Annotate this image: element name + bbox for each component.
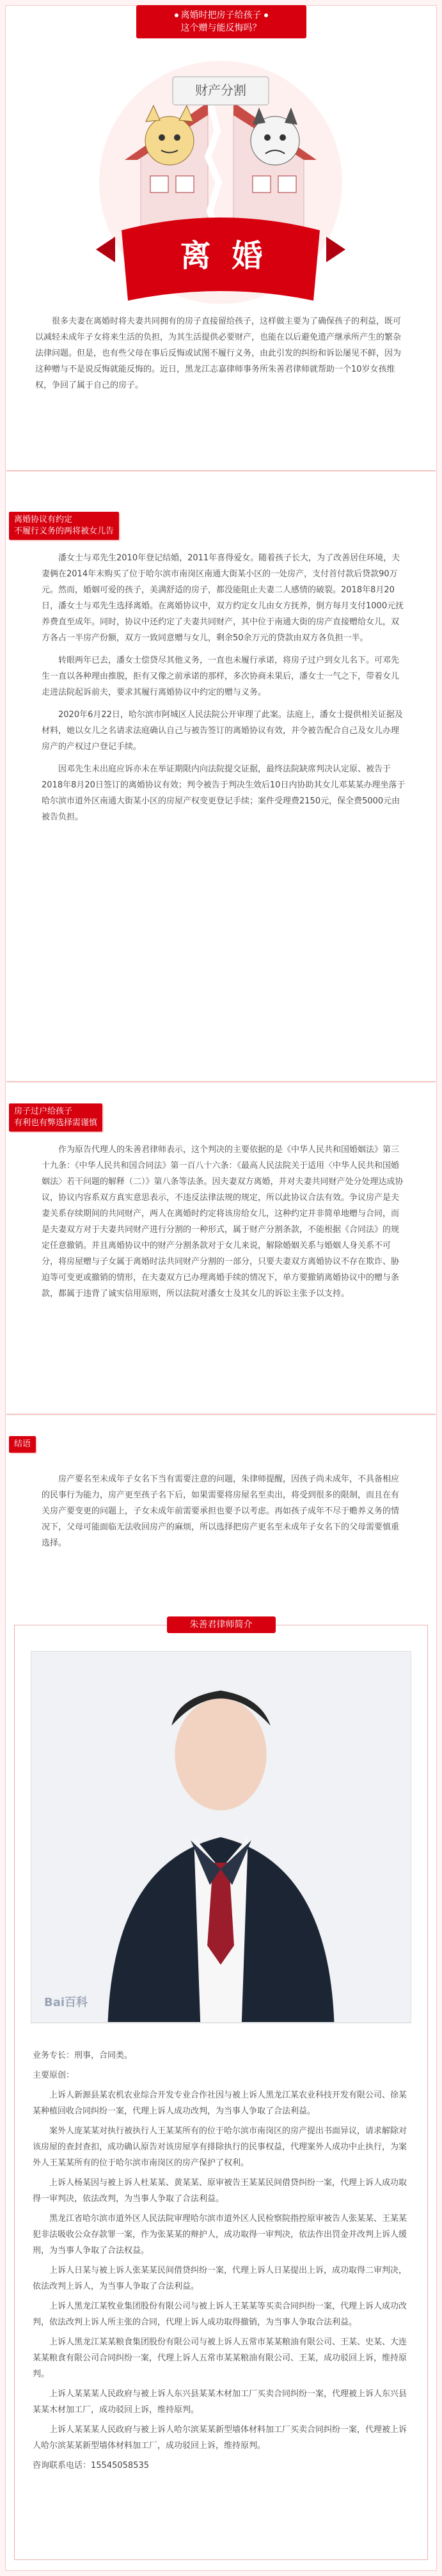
photo-watermark: Bai百科 [44,1996,88,2009]
bullet-dot-icon [175,13,178,17]
lawyer-case-item: 上诉人某某某人民政府与被上诉人哈尔滨某某新型墙体材料加工厂买卖合同纠纷一案，代理被上诉人哈尔滨某某新型墙体材料加工厂，成功驳回上诉，维持原判。 [33,2425,407,2451]
section-1-paragraph: 转眼两年已去，潘女士偿贷尽其他义务，一直也未履行承诺，将房子过户到女儿名下。可邓先生一直以各种理由推脱，拒有又像之前承诺的那样，多次协商未果后，潘女士一气之下，带着女儿走进法院起诉前夫，要求其履行离婚协议中约定的赠与义务。 [42,656,400,697]
article-title-badge [136,5,306,38]
section-3-paragraph: 房产要名至未成年子女名下当有需要注意的问题，朱律师提醒，因孩子尚未成年，不具备相应的民事行为能力，房产更至孩子名下后，如果需要将房屋名至卖出，将受到很多的限制，而且在有关房产要变更的问题上，子女未成年前需要承担也要予以考虑。再如孩子成年不尽于赡养义务的情况下，父母可能面临无法收回房产的麻烦，所以选择把房产更名至未成年子女名下的父母需要慎重选择。 [42,1474,400,1548]
section-1-title-line-1: 离婚协议有约定 [14,515,73,525]
section-3-title: 结语 [14,1439,31,1449]
lawyer-specialty: 业务专长：刑事，合同类。 [33,2051,133,2060]
bullet-dot-icon [264,13,268,17]
section-1-paragraph: 因邓先生未出庭应诉亦未在举证期限内向法院提交证据，最终法院缺席判决认定原、被告于2018年8月20日签订的离婚协议有效；判令被告于判决生效后10日内协助其女儿邓某某办理坐落于哈尔滨市道外区南通大街某小区的房屋产权变更登记手续；案件受理费2150元，保全费5000元由被告负担。 [42,764,406,822]
section-1-body [42,550,407,832]
section-1-paragraph: 潘女士与邓先生2010年登记结婚，2011年喜得爱女。随着孩子长大，为了改善居住环境，夫妻俩在2014年末购买了位于哈尔滨市南岗区南通大街某小区的一处房产，支付首付款后贷款90万元。然而，婚姻可爱的孩子，美满舒适的房子，都没能阻止夫妻二人感情的破裂。2018年8月20日，潘女士与邓先生选择离婚。在离婚协议中，双方约定女儿由女方抚养，倒方每月支付1000元抚养费直至成年。同时，协议中还约定了夫妻共同财产，其中位于南通大街的房产直接赠给女儿，双方各占一半房产份额，双方一致同意赠与女儿，剩余50余万元的贷款由双方各负担一半。 [42,553,404,643]
section-2-body [42,1142,407,1308]
section-3-tag [9,1436,36,1453]
section-2-title-line-1: 房子过户给孩子 [14,1107,73,1116]
section-2-title-line-2: 有利也有弊选择需谨慎 [14,1118,98,1128]
section-1-paragraph: 2020年6月22日，哈尔滨市阿城区人民法院公开审理了此案。法庭上，潘女士提供相关证据及材料，她以女儿之名请求法庭确认自己与被告签订的离婚协议有效，并令被告配合自己及女儿办理房产的产权过户登记手续。 [42,710,403,752]
lawyer-profile-title: 朱善君律师简介 [167,1616,276,1633]
section-1-tag [9,512,119,540]
lawyer-case-item: 上诉人黑龙江某某粮食集团股份有限公司与被上诉人五常市某某粮油有限公司、王某、史某、大连某某粮食有限公司合同纠纷一案，代理上诉人五常市某某粮油有限公司、王某，成功驳回上诉，维持原判。 [33,2337,407,2379]
section-1-title-line-2: 不履行义务的两将被女儿告 [14,526,114,536]
lawyer-profile-text [33,2048,409,2477]
divider [6,1414,436,1415]
title-line-1: 离婚时把房子给孩子 [180,10,262,20]
lawyer-cases-heading: 主要原创： [33,2071,75,2080]
hero-banner-text: 离 婚 [180,238,268,274]
divider [6,470,436,471]
divider [6,1081,436,1082]
lawyer-case-item: 黑龙江省哈尔滨市道外区人民法院审理哈尔滨市道外区人民检察院指控原审被告人张某某、王某某犯非法吸收公众存款罪一案，作为张某某的辩护人，成功取得一审判决，依法作出罚金并改判上诉人缓刑，为当事人争取了合法权益。 [33,2214,407,2256]
intro-paragraph: 很多夫妻在离婚时将夫妻共同拥有的房子直接留给孩子，这样做主要为了确保孩子的利益，既可以减轻未成年子女将来生活的负担，为其生活提供必要财产，也能在以后避免遗产继承所产生的繁杂法律问题。但是，也有些父母在事后反悔或试图不履行义务，由此引发的纠纷和诉讼屡见不鲜，因为这种赠与不是说反悔就能反悔的。近日，黑龙江志嘉律师事务所朱善君律师就帮助一个10岁女孩维权，争回了属于自己的房子。 [35,317,402,390]
lawyer-case-item: 上诉人黑龙江某牧业集团股份有限公司与被上诉人王某某等买卖合同纠纷一案，代理上诉人成功改判，依法改判上诉人所主张的合同，代理上诉人成功取得撤销，为当事人争取合法利益。 [33,2302,407,2327]
lawyer-portrait-icon [31,1652,411,2023]
section-2-paragraph: 作为原告代理人的朱善君律师表示，这个判决的主要依据的是《中华人民共和国婚姻法》第三十九条：《中华人民共和国合同法》第一百八十六条：《最高人民法院关于适用〈中华人民共和国婚姻法〉若干问题的解释（二）》第八条等法条。因夫妻双方离婚，并对夫妻共同财产处分处理达成协议，协议内容系双方真实意思表示，不违反法律法规的规定，所以此协议合法有效。争议房产是夫妻关系存续期间的共同财产，两人在离婚时约定将该房给女儿，这种约定并非简单地赠与合同，而是夫妻双方对于夫妻共同财产进行分割的一种形式，属于财产分割条款，不能根据《合同法》的规定任意撤销。并且离婚协议中的财产分割条款对于女儿来说，解除婚姻关系与婚姻人身关系不可分，将房屋赠与子女属于离婚时法共同财产分割的一部分，只要夫妻双方离婚协议不存在欺诈、胁迫等可变更或撤销的情形，在夫妻双方已办理离婚手续的情况下，单方要撤销离婚协议中的赠与条款，都属于违背了诚实信用原则，所以法院对潘女士及其女儿的诉讼主张予以支持。 [42,1145,404,1299]
section-3-body [42,1471,407,1558]
hero-illustration [45,45,397,307]
lawyer-case-item: 案外人庞某某对执行被执行人王某某所有的位于哈尔滨市南岗区的房产提出书面异议，请求解除对该房屋的查封查扣，成功确认原告对该房屋享有排除执行的民事权益，代理案外人成功中止执行，为案外人王某某所有的位于哈尔滨市南岗区的房产保护了权利。 [33,2126,407,2168]
lawyer-photo [31,1651,411,2023]
lawyer-profile-box [14,1620,428,2560]
lawyer-contact-phone: 咨询联系电话：15545058535 [33,2461,149,2470]
lawyer-case-item: 上诉人日某与被上诉人张某某民间借贷纠纷一案，代理上诉人日某提出上诉，成功取得二审判决，依法改判上诉人，为当事人争取了合法利益。 [33,2266,407,2291]
title-line-2: 这个赠与能反悔吗？ [180,23,262,33]
section-2-tag [9,1103,102,1132]
lawyer-case-item: 上诉人某某某人民政府与被上诉人东兴县某某木材加工厂买卖合同纠纷一案，代理被上诉人东兴县某某木材加工厂，成功驳回上诉，维持原判。 [33,2389,407,2415]
lawyer-case-item: 上诉人杨某因与被上诉人杜某某、黄某某、原审被告王某某民间借贷纠纷一案，代理上诉人成功取得一审判决，依法改判，为当事人争取了合法利益。 [33,2178,407,2204]
hero-sign-text: 财产分割 [195,83,246,98]
lawyer-case-item: 上诉人新源县某农机农业综合开发专业合作社因与被上诉人黑龙江某农业科技开发有限公司、徐某某种植回收合同纠纷一案，代理上诉人成功改判，为当事人争取了合法利益。 [33,2090,407,2116]
